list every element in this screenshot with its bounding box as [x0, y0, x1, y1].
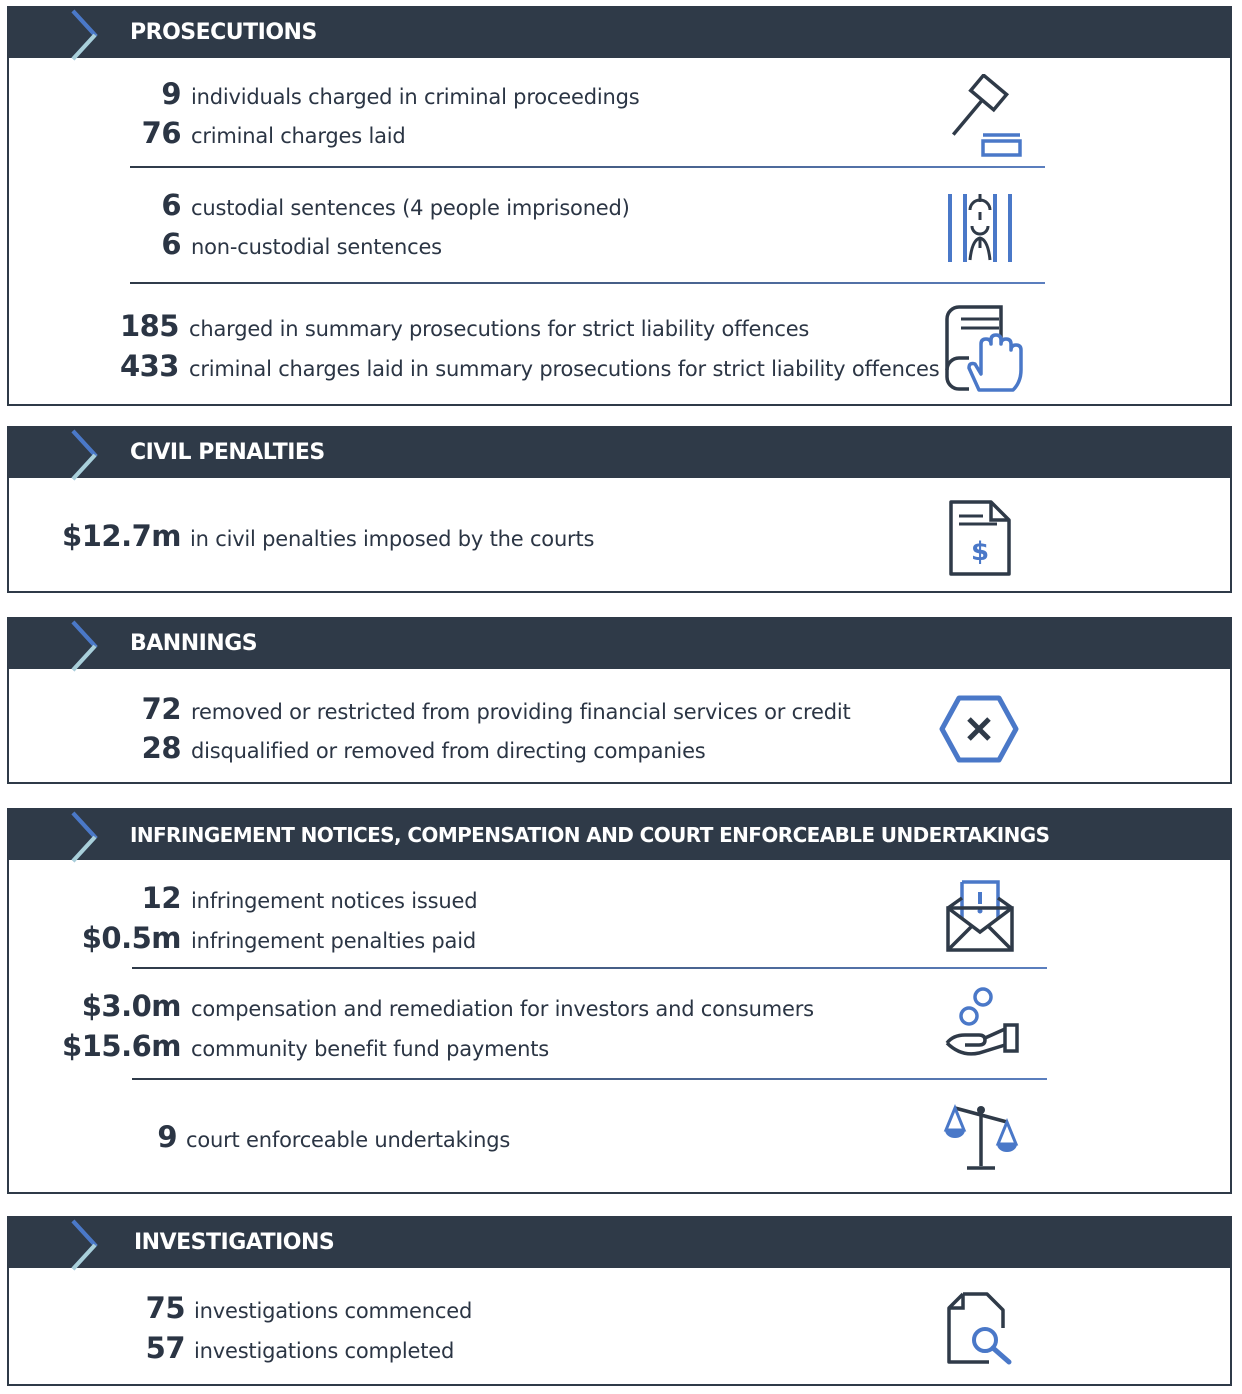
stat-value: 76	[141, 116, 181, 150]
stat-value: 185	[119, 309, 179, 343]
divider	[132, 967, 1047, 969]
stat-label: non-custodial sentences	[191, 235, 442, 259]
section-header	[9, 810, 1230, 860]
divider	[130, 282, 1045, 284]
section-title: INVESTIGATIONS	[134, 1230, 335, 1255]
stat-label: charged in summary prosecutions for strict liability offences	[189, 317, 810, 341]
stat-value: 28	[141, 731, 181, 765]
section-title: PROSECUTIONS	[130, 20, 317, 45]
stat-label: disqualified or removed from directing companies	[191, 739, 706, 763]
stat-value: $12.7m	[62, 519, 181, 553]
stat-value: 433	[119, 349, 179, 383]
infringement-section	[7, 808, 1232, 1194]
envelope-alert-icon	[944, 878, 1016, 954]
divider	[130, 166, 1045, 168]
section-header	[9, 428, 1230, 478]
stat-label: community benefit fund payments	[191, 1037, 550, 1061]
stat-value: 9	[161, 77, 181, 111]
gavel-icon	[934, 74, 1024, 164]
stat-label: in civil penalties imposed by the courts	[190, 527, 595, 551]
stat-label: infringement penalties paid	[191, 929, 476, 953]
chevron-right-icon	[65, 617, 105, 675]
stat-value: 57	[145, 1331, 185, 1365]
prosecutions-section	[7, 6, 1232, 406]
chevron-right-icon	[65, 426, 105, 484]
chevron-right-icon	[65, 6, 105, 64]
stat-label: court enforceable undertakings	[186, 1128, 511, 1152]
stat-label: compensation and remediation for investors and consumers	[191, 997, 814, 1021]
stat-label: investigations completed	[194, 1339, 455, 1363]
hand-coins-icon	[941, 985, 1021, 1060]
stat-label: infringement notices issued	[191, 889, 478, 913]
section-title: CIVIL PENALTIES	[130, 440, 325, 465]
prison-bars-icon	[944, 190, 1019, 265]
stat-value: 12	[141, 881, 181, 915]
section-title: BANNINGS	[130, 631, 258, 656]
document-search-icon	[945, 1290, 1017, 1368]
stat-value: $15.6m	[62, 1029, 181, 1063]
stat-label: individuals charged in criminal proceedings	[191, 85, 640, 109]
stat-value: $0.5m	[81, 921, 181, 955]
stat-value: 9	[157, 1120, 177, 1154]
section-header	[9, 1218, 1230, 1268]
section-header	[9, 619, 1230, 669]
stat-value: 75	[145, 1291, 185, 1325]
divider	[132, 1078, 1047, 1080]
stat-value: 72	[141, 692, 181, 726]
section-title: INFRINGEMENT NOTICES, COMPENSATION AND COURT ENFORCEABLE UNDERTAKINGS	[130, 823, 1050, 847]
stat-value: 6	[161, 188, 181, 222]
stat-value: 6	[161, 227, 181, 261]
dollar-document-icon	[947, 498, 1012, 578]
bannings-section	[7, 617, 1232, 784]
investigations-section	[7, 1216, 1232, 1386]
stat-label: criminal charges laid in summary prosecutions for strict liability offences	[189, 357, 940, 381]
chevron-right-icon	[65, 1216, 105, 1274]
scales-icon	[941, 1100, 1021, 1175]
stat-label: removed or restricted from providing financial services or credit	[191, 700, 851, 724]
stat-value: $3.0m	[81, 989, 181, 1023]
hexagon-x-icon	[939, 694, 1019, 764]
stat-label: custodial sentences (4 people imprisoned)	[191, 196, 630, 220]
civil-penalties-section	[7, 426, 1232, 593]
chevron-right-icon	[65, 808, 105, 866]
book-hand-icon	[939, 302, 1024, 397]
stat-label: investigations commenced	[194, 1299, 473, 1323]
section-header	[9, 8, 1230, 58]
stat-label: criminal charges laid	[191, 124, 406, 148]
svg-text:$: $	[970, 537, 990, 567]
